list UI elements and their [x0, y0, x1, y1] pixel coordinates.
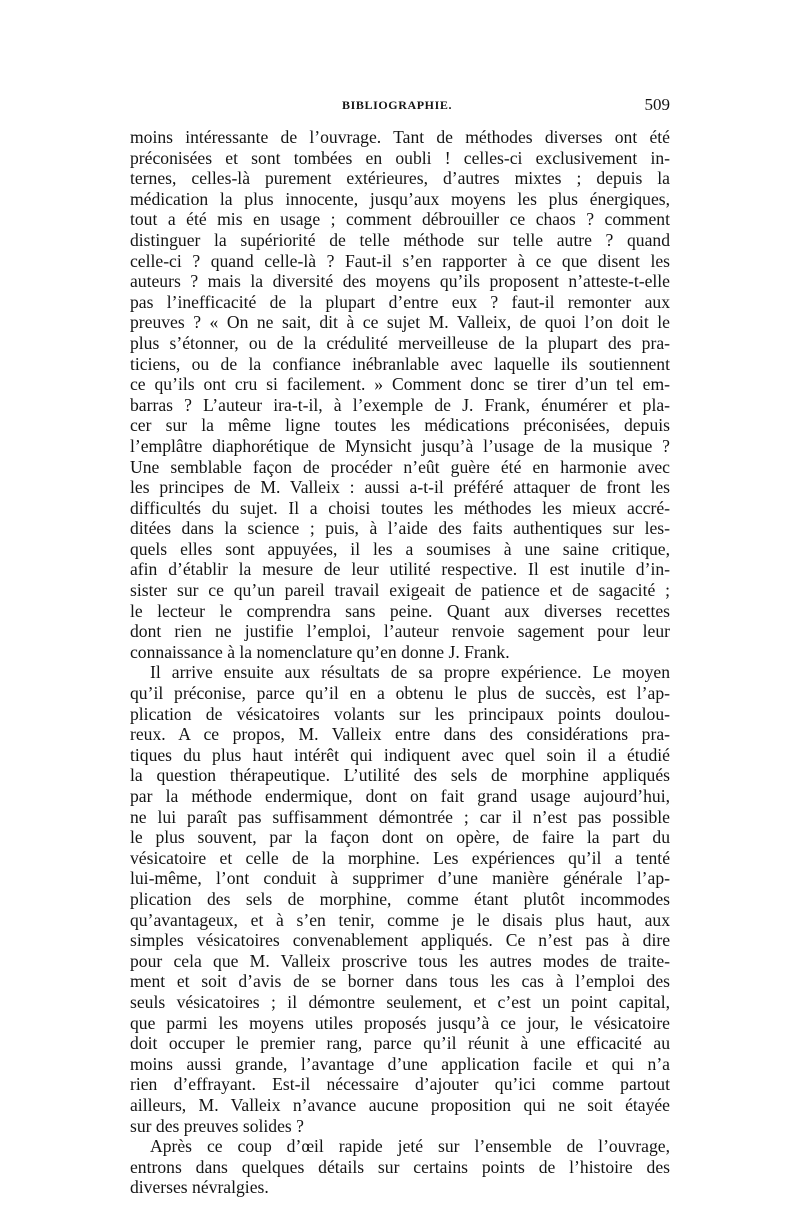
text-line: auteurs ? mais la diversité des moyens qu’ils proposent n’atteste-t-elle	[130, 271, 670, 292]
text-line: la question thérapeutique. L’utilité des sels de morphine appliqués	[130, 765, 670, 786]
text-line: barras ? L’auteur ira-t-il, à l’exemple de J. Frank, énumérer et pla-	[130, 394, 670, 415]
text-line: moins intéressante de l’ouvrage. Tant de méthodes diverses ont été	[130, 127, 670, 147]
text-line: qu’il préconise, parce qu’il en a obtenu le plus de succès, est l’ap-	[130, 683, 670, 704]
text-line: distinguer la supériorité de telle méthode sur telle autre ? quand	[130, 229, 670, 250]
text-line: sister sur ce qu’un pareil travail exigeait de patience et de sagacité ;	[130, 580, 670, 601]
text-line: tiques du plus haut intérêt qui indiquent avec quel soin il a étudié	[130, 744, 670, 765]
text-line: reux. A ce propos, M. Valleix entre dans des considérations pra-	[130, 724, 670, 745]
text-line: preuves ? « On ne sait, dit à ce sujet M. Valleix, de quoi l’on doit le	[130, 312, 670, 333]
text-line: tout a été mis en usage ; comment débrouiller ce chaos ? comment	[130, 209, 670, 230]
text-line: ment et soit d’avis de se borner dans tous les cas à l’emploi des	[130, 971, 670, 992]
paragraph	[130, 662, 670, 1136]
text-line: seuls vésicatoires ; il démontre seulement, et c’est un point capital,	[130, 991, 670, 1012]
text-line: pour cela que M. Valleix proscrive tous les autres modes de traite-	[130, 950, 670, 971]
text-line: plus s’étonner, ou de la crédulité merveilleuse de la plupart des pra-	[130, 332, 670, 353]
text-line: plication des sels de morphine, comme étant plutôt incommodes	[130, 888, 670, 909]
text-line: plication de vésicatoires volants sur les principaux points doulou-	[130, 703, 670, 724]
text-line: doit occuper le premier rang, parce qu’il réunit à une efficacité au	[130, 1033, 670, 1054]
text-line: ticiens, ou de la confiance inébranlable avec laquelle ils soutiennent	[130, 353, 670, 374]
text-line: lui-même, l’ont conduit à supprimer d’une manière générale l’ap-	[130, 868, 670, 889]
text-line: l’emplâtre diaphorétique de Mynsicht jusqu’à l’usage de la musique ?	[130, 435, 670, 456]
text-line: Une semblable façon de procéder n’eût guère été en harmonie avec	[130, 456, 670, 477]
text-line: difficultés du sujet. Il a choisi toutes les méthodes les mieux accré-	[130, 497, 670, 518]
text-line: le plus souvent, par la façon dont on opère, de faire la part du	[130, 827, 670, 848]
text-line: ternes, celles-là purement extérieures, d’autres mixtes ; depuis la	[130, 168, 670, 189]
text-line: vésicatoire et celle de la morphine. Les expériences qu’il a tenté	[130, 847, 670, 868]
paragraph	[130, 1136, 670, 1198]
text-line: ailleurs, M. Valleix n’avance aucune proposition qui ne soit étayée	[130, 1094, 670, 1115]
running-head	[130, 95, 670, 120]
page-number: 509	[644, 95, 670, 114]
text-line: ne lui paraît pas suffisamment démontrée ; car il n’est pas possible	[130, 806, 670, 827]
text-line: pas l’inefficacité de la plupart d’entre eux ? faut-il remonter aux	[130, 291, 670, 312]
text-line: médication la plus innocente, jusqu’aux moyens les plus énergiques,	[130, 188, 670, 209]
text-line: préconisées et sont tombées en oubli ! celles-ci exclusivement in-	[130, 147, 670, 168]
text-line: celle-ci ? quand celle-là ? Faut-il s’en rapporter à ce que disent les	[130, 250, 670, 271]
text-line: rien d’effrayant. Est-il nécessaire d’ajouter qu’ici comme partout	[130, 1074, 670, 1095]
text-line: afin d’établir la mesure de leur utilité respective. Il est inutile d’in-	[130, 559, 670, 580]
text-line: ditées dans la science ; puis, à l’aide des faits authentiques sur les-	[130, 518, 670, 539]
text-line: connaissance à la nomenclature qu’en donne J. Frank.	[130, 641, 510, 662]
text-line: que parmi les moyens utiles proposés jusqu’à ce jour, le vésicatoire	[130, 1012, 670, 1033]
paragraph	[130, 127, 670, 662]
text-line: dont rien ne justifie l’emploi, l’auteur renvoie sagement pour leur	[130, 621, 670, 642]
body-text	[130, 127, 670, 1198]
text-line: le lecteur le comprendra sans peine. Quant aux diverses recettes	[130, 600, 670, 621]
text-line: moins aussi grande, l’avantage d’une application facile et qui n’a	[130, 1053, 670, 1074]
text-line: Il arrive ensuite aux résultats de sa propre expérience. Le moyen	[150, 662, 670, 683]
text-line: quels elles sont appuyées, il les a soumises à une saine critique,	[130, 538, 670, 559]
text-line: ce qu’ils ont cru si facilement. » Comment donc se tirer d’un tel em-	[130, 374, 670, 395]
text-line: les principes de M. Valleix : aussi a-t-il préféré attaquer de front les	[130, 477, 670, 498]
text-line: cer sur la même ligne toutes les médications préconisées, depuis	[130, 415, 670, 436]
text-line: Après ce coup d’œil rapide jeté sur l’ensemble de l’ouvrage,	[150, 1136, 670, 1157]
text-line: par la méthode endermique, dont on fait grand usage aujourd’hui,	[130, 786, 670, 806]
text-line: qu’avantageux, et à s’en tenir, comme je le disais plus haut, aux	[130, 909, 670, 930]
text-line: diverses névralgies.	[130, 1177, 269, 1198]
text-line: entrons dans quelques détails sur certains points de l’histoire des	[130, 1156, 670, 1177]
running-head-title: BIBLIOGRAPHIE.	[342, 98, 453, 112]
text-line: simples vésicatoires convenablement appliqués. Ce n’est pas à dire	[130, 930, 670, 951]
text-line: sur des preuves solides ?	[130, 1115, 304, 1136]
